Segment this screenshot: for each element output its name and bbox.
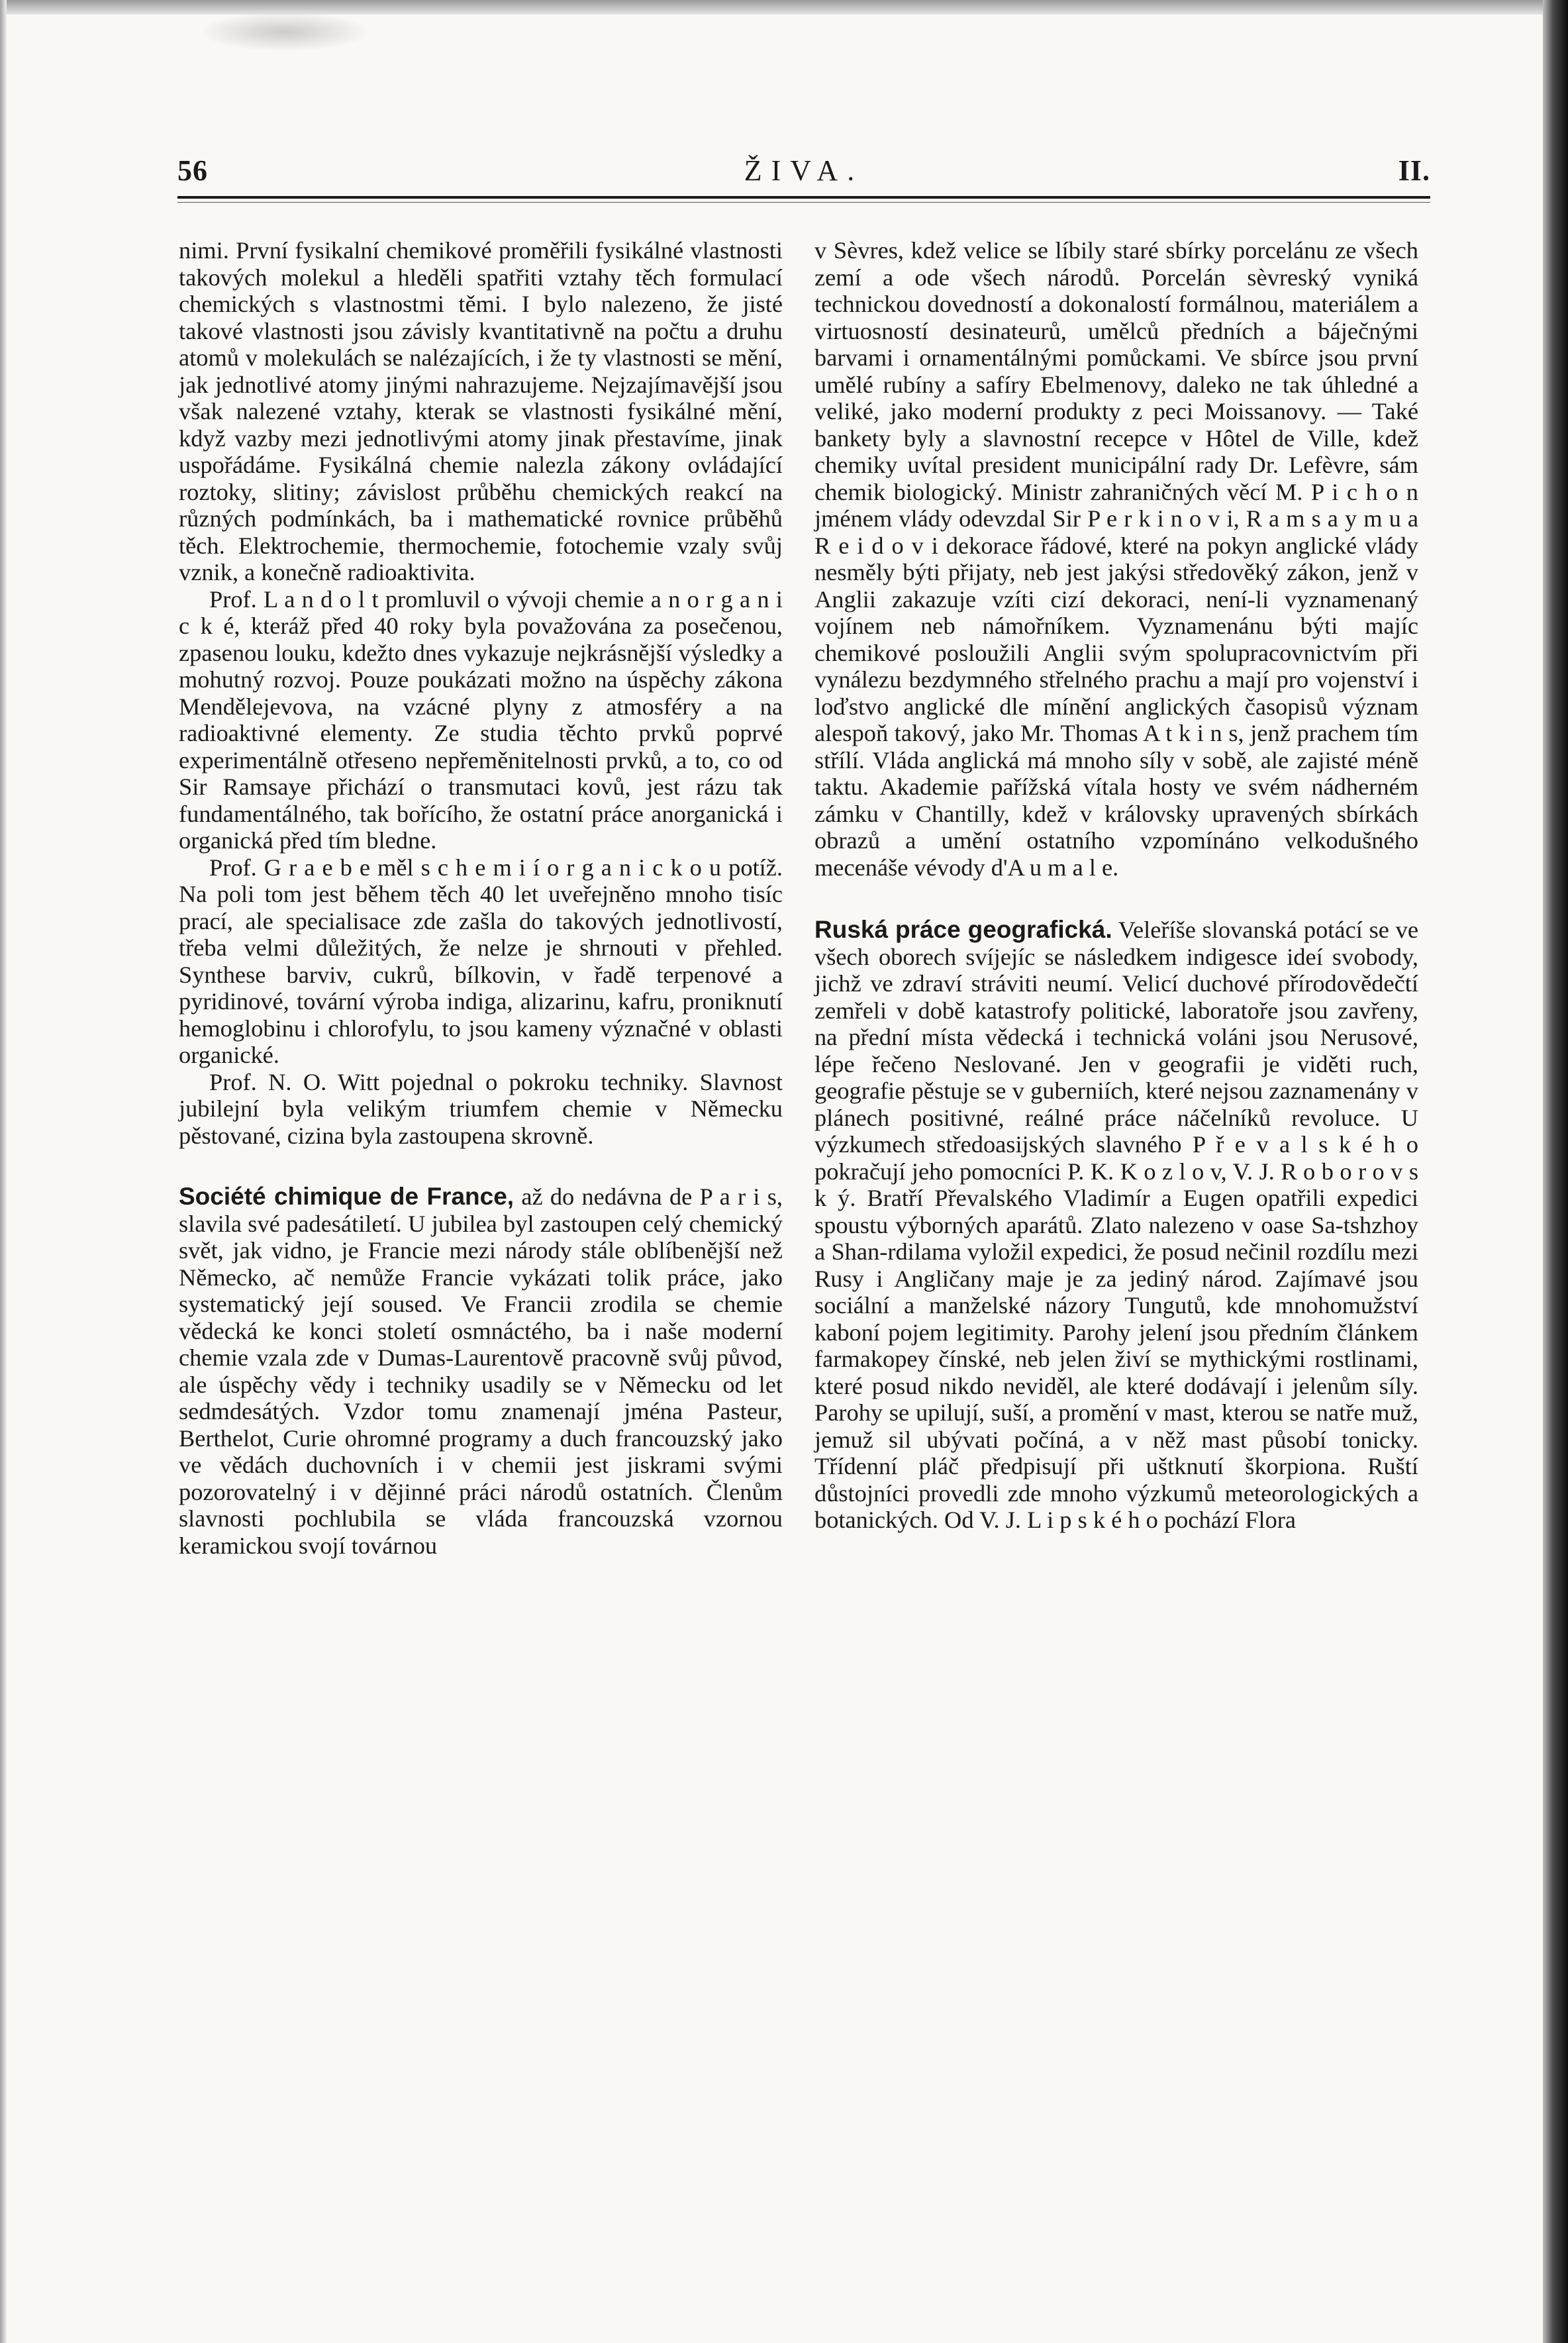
paragraph-sevres-continued: v Sèvres, kdež velice se líbily staré sbírky porcelánu ze všech zemí a ode všech národů. Porcelán sèvreský vyniká technickou dovedností a dokonalostí formálnou, materiálem a virtuosností desinateurů, umělců předních a báječnými barvami i ornamentálnými pomůckami. Ve sbírce jsou první umělé rubíny a safíry Ebelmenovy, daleko ne tak úhledné a veliké, jako moderní produkty z peci Moissanovy. — Také bankety byly a slavnostní recepce v Hôtel de Ville, kdež chemiky uvítal president municipální rady Dr. Lefèvre, sám chemik biologický. Ministr zahraničných věcí M. P i c h o n jménem vlády odevzdal Sir P e r k i n o v i, R a m s a y m u a R e i d o v i dekorace řádové, které na pokyn anglické vlády nesměly býti přijaty, neb jest jakýsi středověký zákon, jenž v Anglii zakazuje vzíti cizí dekoraci, není-li vyznamenaný vojínem neb námořníkem. Vyznamenánu býti majíc chemikové posloužili Anglii svým spolupracovnictvím při vynálezu bezdymného střelného prachu a mají pro vojenství i loďstvo anglické dle mínění anglických časopisů význam alespoň takový, jako Mr. Thomas A t k i n s, jenž prachem tím střílí. Vláda anglická má mnoho síly v sobě, ale zajisté méně taktu. Akademie pařížská vítala hosty ve svém nádherném zámku v Chantilly, kdež v královsky upravených sbírkách obrazů a umění ostatního vzpomínáno velkodušného mecenáše vévody d'A u m a l e. bbox=[814, 237, 1418, 881]
right-column bbox=[814, 237, 1418, 1534]
paragraph-landolt: Prof. L a n d o l t promluvil o vývoji chemie a n o r g a n i c k é, kteráž před 40 roky byla považována za posečenou, zpasenou louku, kdežto dnes vykazuje nejkrásnější výsledky a mohutný rozvoj. Pouze poukázati možno na úspěchy zákona Mendělejevova, na vzácné plyny z atmosféry a na radioaktivné elementy. Ze studia těchto prvků poprvé experimentálně otřeseno nepřeměnitelnosti prvků, a to, co od Sir Ramsaye přichází o transmutaci kovů, jest rázu tak fundamentálného, tak bořícího, že ostatní práce anorganická i organická před tím bledne. bbox=[179, 585, 783, 854]
section-ruska-prace bbox=[814, 917, 1418, 1534]
journal-title: ŽIVA. bbox=[744, 154, 864, 187]
header-rule bbox=[177, 196, 1430, 199]
section-societe-chimique bbox=[179, 1183, 783, 1559]
paragraph-witt: Prof. N. O. Witt pojednal o pokroku techniky. Slavnost jubilejní byla velikým triumfem chemie v Německu pěstované, cizina byla zastoupena skrovně. bbox=[179, 1068, 783, 1149]
header-rule-thin bbox=[177, 202, 1430, 203]
section-text-societe: až do nedávna de P a r i s, slavila své padesátiletí. U jubilea byl zastoupen celý chemický svět, jak vidno, je Francie mezi národy stále oblíbenější než Německo, ač nemůže Francie vykázati tolik práce, jako systematický její soused. Ve Francii zrodila se chemie vědecká ke konci století osmnáctého, ba i naše moderní chemie vzala zde v Dumas-Laurentově pracovně svůj původ, ale úspěchy vědy i techniky usadily se v Německu od let sedmdesátých. Vzdor tomu znamenají jména Pasteur, Berthelot, Curie ohromné programy a duch francouzský jako ve vědách duchovních i v chemii jest jiskrami svými pozorovatelný i v dějinné práci národů ostatních. Členům slavnosti pochlubila se vláda francouzská vzornou keramickou svojí továrnou bbox=[179, 1183, 783, 1559]
paragraph-graebe: Prof. G r a e b e měl s c h e m i í o r g a n i c k o u potíž. Na poli tom jest během těch 40 let uveřejněno mnoho tisíc prací, ale specialisace zde zašla do takových jednotlivostí, třeba velmi důležitých, že nelze je shrnouti v přehled. Synthese barviv, cukrů, bílkovin, v řadě terpenové a pyridinové, tovární výroba indiga, alizarinu, kafru, proniknutí hemoglobinu i chlorofylu, to jsou kameny význačné v oblasti organické. bbox=[179, 854, 783, 1068]
scan-left-edge bbox=[0, 0, 7, 2343]
paragraph-physical-chemistry: nimi. První fysikalní chemikové proměřili fysikálné vlastnosti takových molekul a hleděli spatřiti vztahy těch formulací chemických s vlastnostmi těmi. I bylo nalezeno, že jisté takové vlastnosti jsou závisly kvantitativně na počtu a druhu atomů v molekulách se nalézajících, i že ty vlastnosti se mění, jak jednotlivé atomy jinými nahrazujeme. Nejzajímavější jsou však nalezené vztahy, kterak se vlastnosti fysikálné mění, když vazby mezi jednotlivými atomy jinak přestavíme, jinak uspořádáme. Fysikálná chemie nalezla zákony ovládající roztoky, slitiny; závislost průběhu chemických reakcí na různých podmínkách, ba i mathematické rovnice průběhů těch. Elektrochemie, thermochemie, fotochemie vzaly svůj vznik, a konečně radioaktivita. bbox=[179, 237, 783, 585]
page-header bbox=[177, 154, 1430, 200]
volume-number: II. bbox=[1398, 154, 1430, 187]
section-text-ruska: Veleříše slovanská potácí se ve všech oborech svíjejíc se následkem indigesce ideí svobody, jichž ve zdraví stráviti neumí. Velicí duchové přírodovědečtí zemřeli v době katastrofy politické, laboratoře jsou zavřeny, na přední místa vědecká i technická voláni jsou Nerusové, lépe řečeno Neslované. Jen v geografii je viděti ruch, geografie pěstuje se v guberniích, které nejsou zaznamenány v plánech positivné, reálné práce náčelníků revoluce. U výzkumech středoasijských slavného P ř e v a l s k é h o pokračují jeho pomocníci P. K. K o z l o v, V. J. R o b o r o v s k ý. Bratří Převalského Vladimír a Eugen opatřili expedici spoustu výborných aparátů. Zlato nalezeno v oase Sa-tshzhoy a Shan-rdilama vyložil expedici, že posud nečinil rozdílu mezi Rusy i Angličany maje je za jediný národ. Zajímavé jsou sociální a manželské názory Tungutů, kde mnohomužství kaboní pojem legitimity. Parohy jelení jsou předním článkem farmakopey čínské, neb jelen živí se mythickými rostlinami, které posud nikdo neviděl, ale které dodávají i jelenům síly. Parohy se upilují, suší, a promění v mast, kterou se natře muž, jemuž sil ubývati počíná, a v něž mast působí tonicky. Třídenní pláč předpisují při uštknutí škorpiona. Ruští důstojníci provedli zde mnoho výzkumů meteorologických a botanických. Od V. J. L i p s k é h o pochází Flora bbox=[814, 917, 1418, 1533]
scan-smudge bbox=[199, 12, 371, 52]
section-heading-societe: Société chimique de France, bbox=[179, 1183, 514, 1210]
scan-right-edge-shadow bbox=[1543, 0, 1568, 2343]
page-number: 56 bbox=[177, 154, 208, 187]
section-heading-ruska: Ruská práce geografická. bbox=[814, 916, 1112, 943]
left-column bbox=[179, 237, 783, 1559]
